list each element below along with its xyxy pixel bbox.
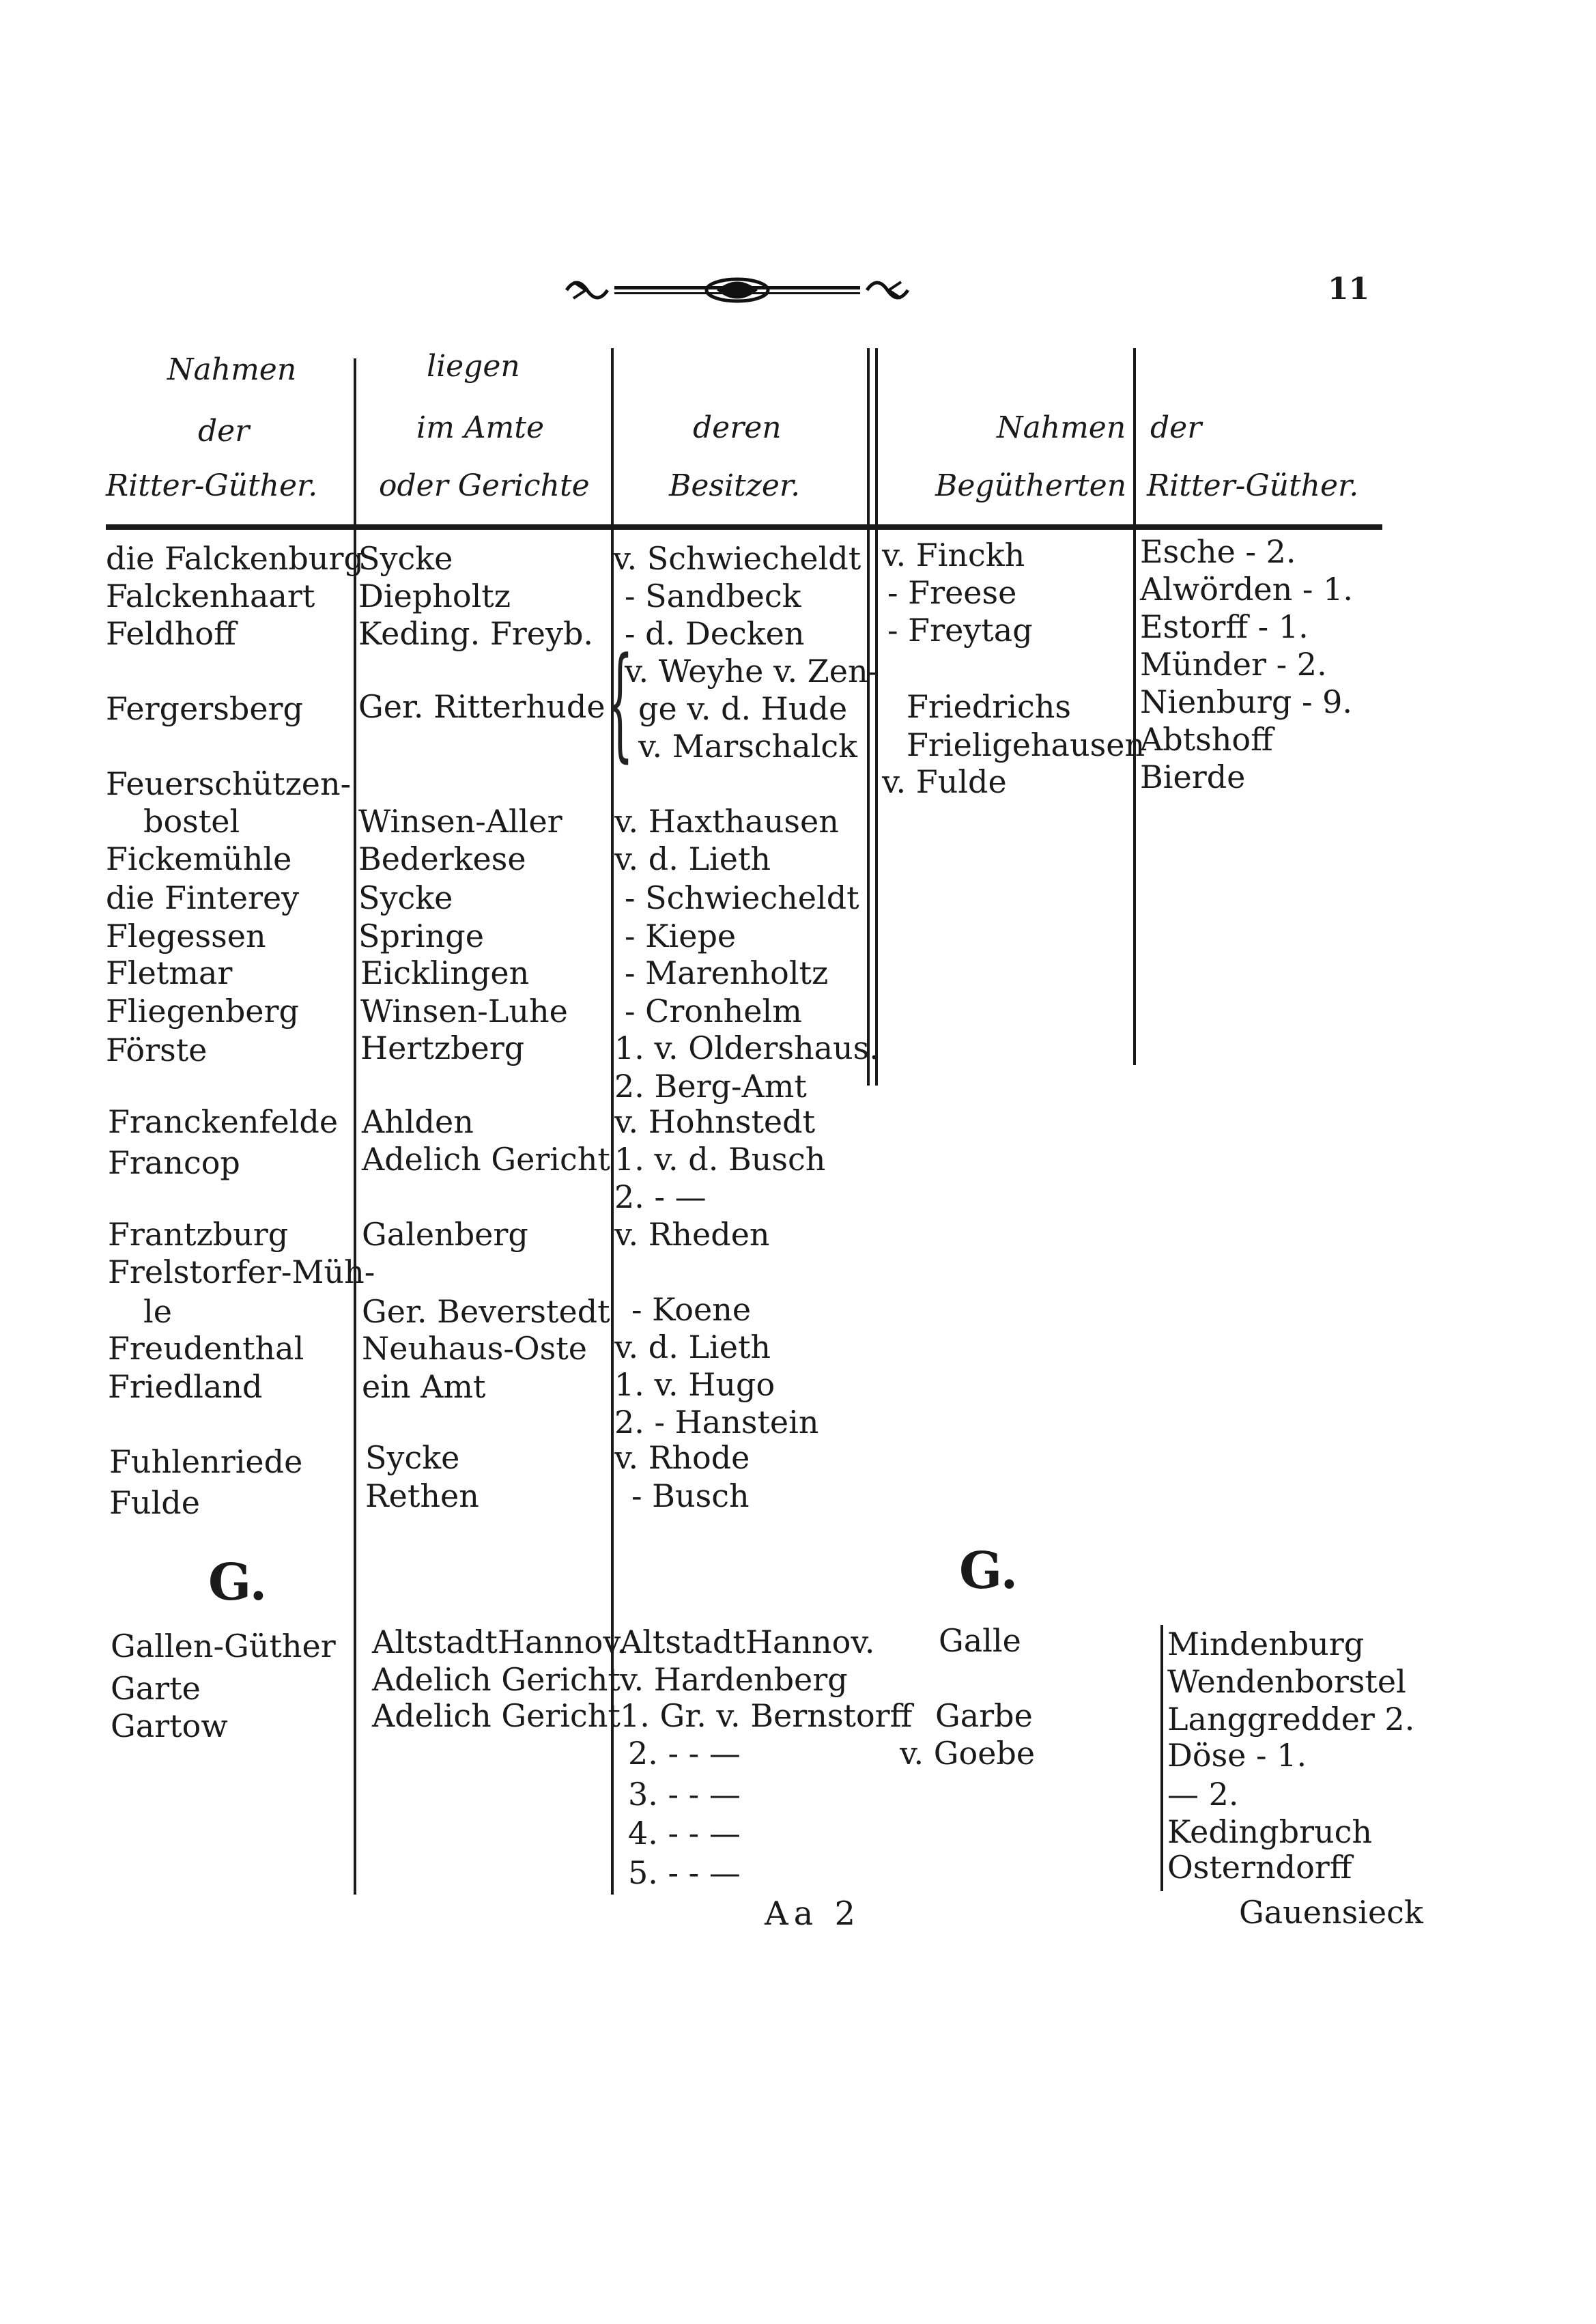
owner-name: 2. Berg-Amt (614, 1068, 807, 1105)
district-name: Sycke (358, 879, 453, 916)
owner-name: - Cronhelm (625, 993, 802, 1030)
district-name: AltstadtHannov. (372, 1624, 627, 1660)
estate-name: Bierde (1140, 759, 1246, 795)
header-col4-line1: Nahmen (997, 410, 1126, 445)
district-name: Winsen-Luhe (360, 993, 568, 1030)
header-col2-line1: liegen (427, 349, 520, 384)
estate-name: die Falckenburg (106, 540, 364, 577)
district-name: Keding. Freyb. (358, 615, 594, 652)
column-divider-3b (875, 348, 878, 1086)
estate-name: Fliegenberg (106, 993, 299, 1030)
estate-name: Feldhoff (106, 615, 236, 652)
column-divider-4b (1160, 1625, 1163, 1891)
owner-name: ge v. d. Hude (638, 690, 848, 727)
district-name: Ger. Ritterhude (358, 688, 605, 725)
column-divider-4 (1133, 348, 1136, 1065)
owner-name: AltstadtHannov. (620, 1624, 875, 1660)
estate-name: Garte (111, 1670, 201, 1707)
owner-name: v. Haxthausen (614, 803, 839, 840)
estate-name: Falckenhaart (106, 578, 315, 614)
owner-name: v. Hardenberg (620, 1661, 848, 1698)
owner-name: 2. - — (614, 1178, 707, 1215)
owner-name: v. Weyhe v. Zen- (625, 653, 879, 690)
holder-name: v. Goebe (900, 1735, 1036, 1772)
estate-name: Freudenthal (108, 1330, 304, 1367)
grouping-brace: { (606, 632, 634, 774)
estate-name: Feuerschützen- (106, 765, 352, 802)
estate-name: Kedingbruch (1167, 1813, 1373, 1850)
owner-name: 1. v. Oldershaus. (614, 1030, 879, 1066)
district-name: Adelich Gericht (372, 1697, 621, 1734)
estate-name: Fickemühle (106, 840, 292, 877)
estate-name: Esche - 2. (1140, 533, 1296, 570)
estate-name: Fulde (109, 1484, 200, 1521)
estate-name: bostel (143, 803, 240, 840)
page-number: 11 (1328, 272, 1370, 307)
holder-name: - Freytag (887, 612, 1033, 649)
estate-name: Fergersberg (106, 690, 303, 727)
owner-name: - Sandbeck (625, 578, 801, 614)
estate-name: — 2. (1167, 1776, 1239, 1813)
estate-name: Frelstorfer-Müh- (108, 1253, 375, 1290)
estate-name: Fletmar (106, 954, 233, 991)
owner-name: - Schwiecheldt (625, 879, 859, 916)
column-divider-3a (867, 348, 870, 1086)
estate-name: Osterndorff (1167, 1849, 1352, 1886)
estate-name: Fuhlenriede (109, 1443, 303, 1480)
district-name: Ger. Beverstedt (362, 1293, 610, 1330)
header-col2-line3: oder Gerichte (379, 468, 590, 503)
district-name: Winsen-Aller (358, 803, 562, 840)
estate-name: Wendenborstel (1167, 1663, 1406, 1700)
holder-name: - Freese (887, 574, 1017, 611)
header-col5-line1: der (1150, 410, 1202, 445)
owner-name: - Marenholtz (625, 954, 829, 991)
holder-name: v. Fulde (882, 763, 1007, 800)
estate-name: Gallen-Güther (111, 1628, 336, 1664)
district-name: Neuhaus-Oste (362, 1330, 587, 1367)
estate-name: Mindenburg (1167, 1626, 1365, 1662)
owner-name: v. Rhode (614, 1439, 750, 1476)
estate-name: Francop (108, 1144, 240, 1181)
district-name: Sycke (365, 1439, 460, 1476)
district-name: Hertzberg (360, 1030, 525, 1066)
estate-name: Gartow (111, 1707, 228, 1744)
header-col1-line2: der (198, 414, 250, 449)
estate-name: le (143, 1293, 172, 1330)
owner-name: v. Hohnstedt (614, 1103, 816, 1140)
holder-name: Garbe (935, 1697, 1033, 1734)
holder-name: v. Finckh (882, 537, 1025, 573)
header-ornament-icon (560, 270, 915, 311)
header-col4-line2: Begütherten (935, 468, 1127, 503)
owner-name: - Busch (631, 1477, 750, 1514)
owner-name: - Kiepe (625, 918, 737, 954)
owner-name: 1. Gr. v. Bernstorff (620, 1697, 913, 1734)
header-rule (106, 524, 1382, 530)
owner-name: v. Marschalck (638, 728, 858, 765)
owner-name: - Koene (631, 1291, 752, 1328)
owner-name: v. Schwiecheldt (613, 540, 861, 577)
estate-name: Döse - 1. (1167, 1737, 1307, 1774)
estate-name: die Finterey (106, 879, 300, 916)
signature-mark: Aa 2 (765, 1895, 861, 1933)
estate-name: Langgredder 2. (1167, 1701, 1415, 1738)
header-col1-line3: Ritter-Güther. (106, 468, 318, 503)
estate-name: Nienburg - 9. (1140, 683, 1352, 720)
district-name: Rethen (365, 1477, 479, 1514)
owner-name: v. Rheden (614, 1216, 770, 1253)
estate-name: Alwörden - 1. (1140, 571, 1353, 608)
district-name: Diepholtz (358, 578, 511, 614)
owner-name: 3. - - — (628, 1776, 741, 1813)
holder-name: Galle (939, 1622, 1021, 1659)
header-col3-line1: deren (693, 410, 782, 445)
owner-name: 2. - Hanstein (614, 1404, 819, 1441)
holder-name: Frieligehausen (907, 726, 1145, 763)
owner-name: - d. Decken (625, 615, 805, 652)
header-col5-line2: Ritter-Güther. (1147, 468, 1359, 503)
estate-name: Abtshoff (1140, 721, 1273, 758)
district-name: Adelich Gericht (372, 1661, 621, 1698)
header-col1-line1: Nahmen (167, 352, 297, 387)
owner-name: v. d. Lieth (614, 840, 771, 877)
estate-name: Flegessen (106, 918, 266, 954)
owner-name: 1. v. Hugo (614, 1366, 775, 1403)
district-name: Ahlden (362, 1103, 474, 1140)
district-name: Sycke (358, 540, 453, 577)
district-name: Eicklingen (360, 954, 530, 991)
district-name: ein Amt (362, 1368, 486, 1405)
header-col3-line2: Besitzer. (669, 468, 801, 503)
estate-name: Friedland (108, 1368, 263, 1405)
holder-name: Friedrichs (907, 688, 1071, 725)
district-name: Bederkese (358, 840, 526, 877)
owner-name: v. d. Lieth (614, 1329, 771, 1365)
column-divider-1 (354, 358, 356, 1895)
owner-name: 4. - - — (628, 1815, 741, 1852)
district-name: Adelich Gericht (362, 1141, 610, 1178)
district-name: Springe (358, 918, 484, 954)
section-letter: G. (959, 1542, 1018, 1600)
owner-name: 2. - - — (628, 1735, 741, 1772)
owner-name: 1. v. d. Busch (614, 1141, 826, 1178)
header-col2-line2: im Amte (416, 410, 544, 445)
section-letter: G. (208, 1553, 268, 1612)
estate-name: Estorff - 1. (1140, 608, 1309, 645)
estate-name: Franckenfelde (108, 1103, 339, 1140)
district-name: Galenberg (362, 1216, 528, 1253)
estate-name: Frantzburg (108, 1216, 289, 1253)
catchword: Gauensieck (1239, 1894, 1423, 1931)
owner-name: 5. - - — (628, 1854, 741, 1891)
estate-name: Förste (106, 1032, 208, 1068)
estate-name: Münder - 2. (1140, 646, 1327, 683)
